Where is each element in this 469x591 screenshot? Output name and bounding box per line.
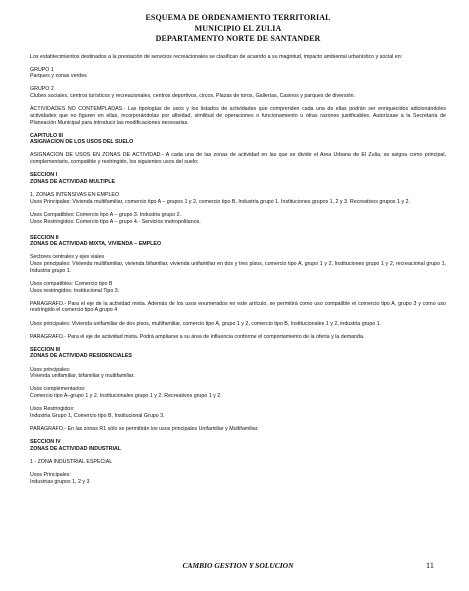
capitulo-subtitle: ASIGNACION DE LOS USOS DEL SUELO <box>30 139 134 146</box>
header-title: ESQUEMA DE ORDENAMIENTO TERRITORIAL <box>145 13 331 22</box>
seccion1-title: SECCION I <box>30 172 58 179</box>
actividades-no-contempladas: ACTIVIDADES NO CONTEMPLADAS.- Las tipologías de usos y los listados de actividades que comprenden cada una de ellas podrán ser enriquecidos adicionándoles actividades que no figuren en ellas, incorporándolas por afinidad, similitud de operaciones o funcionamiento u otras razones justificables. Autorízase a la Secretaría de Planeación Municipal para introducir las modificaciones necesarias. <box>30 106 446 126</box>
seccion2-sectores: Sectores centrales y ejes viales <box>30 254 105 261</box>
seccion3-restringidos-label: Usos Restringidos: <box>30 406 75 413</box>
seccion2-paragrafo-1: PARAGRAFO.- Para el eje de la actividad mixta. Además de los usos enumerados en este artículo, se permitirá como uso compatible el comercio tipo A, grupo 3 y como uso restringido el comercio tipo A grupo 4 <box>30 300 446 314</box>
page-number: 11 <box>425 560 434 570</box>
seccion1-item: 1. ZONAS INTENSIVAS EN EMPLEO <box>30 192 120 199</box>
seccion3-paragrafo: PARAGRAFO.- En las zonas R1 sólo se permitirán los usos principales Unifamiliar y Multifamiliar. <box>30 425 259 432</box>
seccion3-complementarios-label: Usos complementarios: <box>30 386 86 393</box>
seccion1-principales: Usos Principales: Vivienda multifamiliar, comercio tipo A – grupos 1 y 2, comercio tipo B, Industria grupo 1. Instituciones grupos 1, 2 y 3. Recreativos grupos 1 y 2. <box>30 198 410 205</box>
seccion2-compatibles: Usos compatibles: Comercio tipo B <box>30 280 113 287</box>
grupo2-title: GRUPO 2 <box>30 86 54 93</box>
seccion3-principales: Vivienda unifamiliar, bifamiliar y multifamiliar. <box>30 373 135 380</box>
seccion3-title: SECCION III <box>30 346 61 353</box>
document-header <box>30 13 446 45</box>
seccion1-subtitle: ZONAS DE ACTIVIDAD MULTIPLE <box>30 178 116 185</box>
seccion2-subtitle: ZONAS DE ACTIVIDAD MIXTA, VIVIENDA – EMPLEO <box>30 241 162 248</box>
grupo1-title: GRUPO 1 <box>30 66 54 73</box>
seccion2-title: SECCION II <box>30 234 59 241</box>
seccion3-principales-label: Usos principales: <box>30 366 71 373</box>
intro-paragraph: Los establecimientos destinados a la prestación de servicios recreacionales se clasifican de acuerdo a su magnitud, impacto ambiental urbanístico y social en: <box>30 53 403 60</box>
seccion4-subtitle: ZONAS DE ACTIVIDAD INDUSTRIAL <box>30 445 122 452</box>
seccion1-restringidos: Usos Restringidos: Comercio tipo A – grupo 4.- Servicios metropolitanos. <box>30 218 201 225</box>
seccion4-principales: Industrias grupos 1, 2 y 3 <box>30 478 90 485</box>
seccion4-title: SECCION IV <box>30 439 61 446</box>
seccion2-principales-2: Usos principales: Vivienda unifamiliar de dos pisos, multifamiliar, comercio tipo A, grupo 1 y 2, comercio tipo B, Institucionales 1 y 2, industria grupo 1. <box>30 320 382 327</box>
capitulo-title: CAPITULO III <box>30 132 63 139</box>
seccion4-item: 1 - ZONA INDUSTRIAL ESPECIAL <box>30 458 113 465</box>
page-footer <box>30 559 446 573</box>
grupo2-text: Clubes sociales, centros turísticos y recreacionales, centros deportivos, circos, Plazas de toros, Gallerías, Casinos y parques de diversión. <box>30 93 356 100</box>
capitulo-text: ASIGNACION DE USOS EN ZONAS DE ACTIVIDAD.- A cada una de las zonas de actividad en las que se divide el Area Urbana de El Zulia, se asigna como principal, complementario, compatible y restringido, los siguientes usos del suelo: <box>30 152 446 166</box>
seccion3-complementarios: Comercio tipo A–grupo 1 y 2. Institucionales grupo 1 y 2. Recreativos grupo 1 y 2. <box>30 393 222 400</box>
footer-slogan: CAMBIO GESTION Y SOLUCION <box>182 561 294 570</box>
seccion2-restringidos: Usos restringidos: Institucional Tipo 3. <box>30 287 120 294</box>
document-page <box>30 13 446 573</box>
header-municipality: MUNICIPIO EL ZULIA <box>194 23 282 33</box>
grupo1-text: Parques y zonas verdes <box>30 73 87 80</box>
seccion4-principales-label: Usos Principales: <box>30 471 71 478</box>
seccion3-restringidos: Industria Grupo 1, Comercio tipo B, Institucional Grupo 3. <box>30 412 165 419</box>
seccion2-paragrafo-2: PARAGRAFO.- Para el eje de actividad mixta. Podrá ampliarse a su área de influencia conforme el comportamiento de la oferta y la demanda. <box>30 333 365 340</box>
seccion1-compatibles: Usos Compatibles: Comercio tipo A – grupo 3. Industria grupo 2. <box>30 211 182 218</box>
seccion3-subtitle: ZONAS DE ACTIVIDAD RESIDENCIALES <box>30 353 132 360</box>
seccion2-principales: Usos principales: Vivienda multifamiliar, vivienda bifamiliar, vivienda unifamiliar en dos y tres pisos, comercio tipo A, grupo 1 y 2, Instituciones grupo 1 y 2, recreacional grupo 1, Industria grupo 1. <box>30 261 446 274</box>
header-department: DEPARTAMENTO NORTE DE SANTANDER <box>155 34 321 43</box>
